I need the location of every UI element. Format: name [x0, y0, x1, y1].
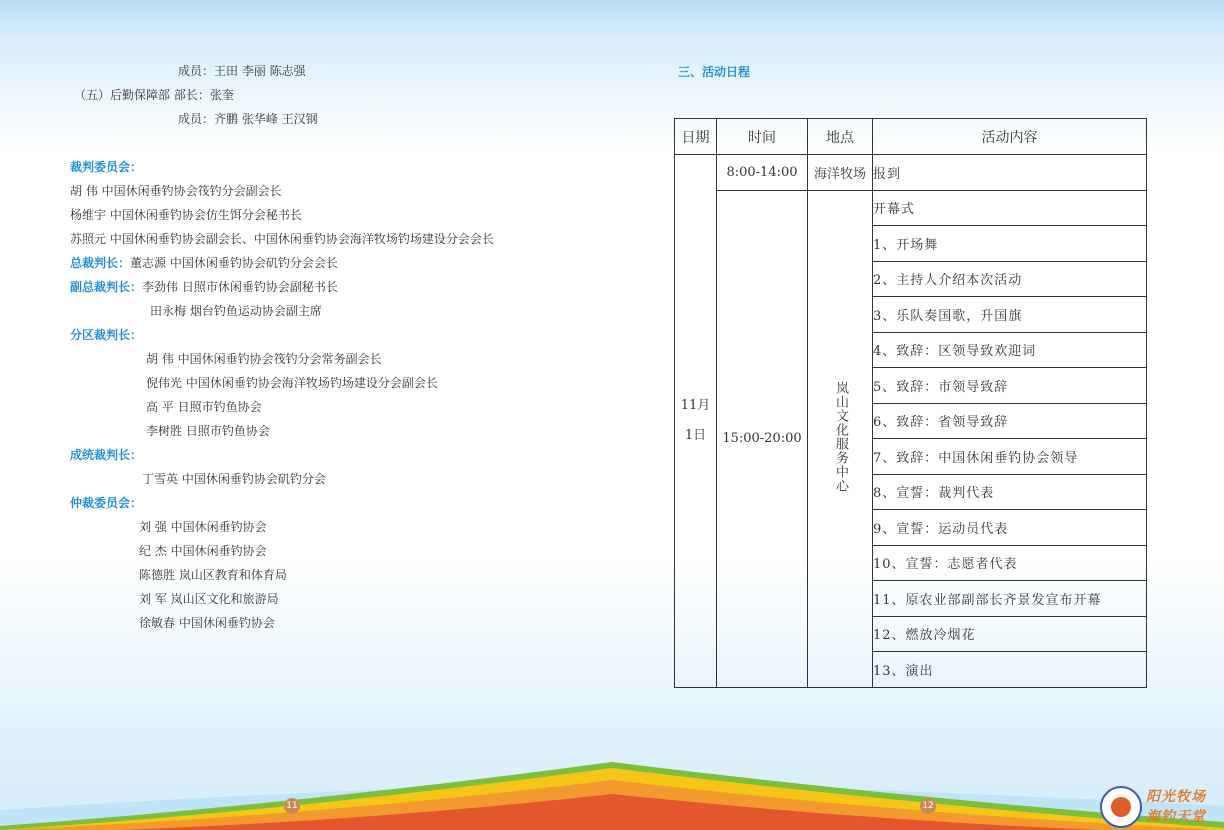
- committee-line: [146, 351, 382, 367]
- committee-line: [146, 375, 438, 391]
- committee-text: 胡 伟 中国休闲垂钓协会筏钓分会副会长: [70, 184, 282, 198]
- date-day: 1日: [684, 427, 707, 443]
- page-number-right: 12: [920, 798, 936, 814]
- content-cell: 5、致辞：市领导致辞: [873, 368, 1147, 404]
- content-cell: 4、致辞：区领导致欢迎词: [873, 332, 1147, 368]
- committee-heading: 成统裁判长：: [70, 448, 143, 462]
- committee-text: 李树胜 日照市钓鱼协会: [146, 424, 270, 438]
- committee-text: 徐敏春 中国休闲垂钓协会: [139, 616, 275, 630]
- committee-text: 成员：齐鹏 张华峰 王汉钢: [178, 112, 318, 126]
- committee-text: 李劲伟 日照市休闲垂钓协会副秘书长: [142, 280, 338, 294]
- content-cell: 2、主持人介绍本次活动: [873, 261, 1147, 297]
- page-number-left: 11: [284, 798, 300, 814]
- content-cell: 11、原农业部副部长齐景发宣布开幕: [873, 581, 1147, 617]
- content-cell: 12、燃放冷烟花: [873, 616, 1147, 652]
- committee-line: [70, 183, 282, 199]
- committee-line: [70, 207, 302, 223]
- committee-line: [150, 303, 322, 319]
- committee-heading: 裁判委员会：: [70, 160, 143, 174]
- committee-line: [139, 543, 267, 559]
- committee-line: [139, 567, 287, 583]
- committee-text: 刘 强 中国休闲垂钓协会: [139, 520, 267, 534]
- committee-text: 董志源 中国休闲垂钓协会矶钓分会会长: [130, 256, 338, 270]
- committee-line: [146, 423, 270, 439]
- committee-text: 高 平 日照市钓鱼协会: [146, 400, 262, 414]
- committee-heading: 总裁判长：: [70, 256, 131, 270]
- committee-text: 苏照元 中国休闲垂钓协会副会长、中国休闲垂钓协会海洋牧场钓场建设分会会长: [70, 232, 494, 246]
- date-month: 11月: [680, 397, 711, 413]
- committee-line: [139, 615, 275, 631]
- committee-text: 胡 伟 中国休闲垂钓协会筏钓分会常务副会长: [146, 352, 382, 366]
- content-cell: 7、致辞：中国休闲垂钓协会领导: [873, 439, 1147, 475]
- committee-text: 纪 杰 中国休闲垂钓协会: [139, 544, 267, 558]
- committee-line: [70, 447, 142, 463]
- committee-line: [142, 471, 326, 487]
- logo-emblem: [1111, 797, 1131, 817]
- committee-heading: 仲裁委员会：: [70, 496, 143, 510]
- committee-line: [139, 591, 279, 607]
- content-cell: 3、乐队奏国歌，升国旗: [873, 297, 1147, 333]
- table-row: [675, 155, 1147, 191]
- place-cell: 海洋牧场: [808, 155, 873, 191]
- committee-line: [178, 63, 306, 79]
- committee-line: [70, 495, 142, 511]
- header-place: 地点: [808, 119, 873, 155]
- committee-text: 刘 军 岚山区文化和旅游局: [139, 592, 279, 606]
- header-date: 日期: [675, 119, 717, 155]
- association-logo: [1100, 786, 1142, 828]
- committee-line: [146, 399, 262, 415]
- content-cell: 13、演出: [873, 652, 1147, 688]
- date-cell: [675, 155, 717, 688]
- content-cell: 1、开场舞: [873, 226, 1147, 262]
- slogan-line2: 海钓天堂: [1146, 809, 1206, 825]
- content-cell: 开幕式: [873, 190, 1147, 226]
- committee-text: 丁雪英 中国休闲垂钓协会矶钓分会: [142, 472, 326, 486]
- committee-line: [70, 279, 338, 295]
- header-content: 活动内容: [873, 119, 1147, 155]
- content-cell: 8、宣誓：裁判代表: [873, 474, 1147, 510]
- committee-line: [178, 111, 318, 127]
- table-row: [675, 190, 1147, 226]
- committee-text: 成员：王田 李丽 陈志强: [178, 64, 306, 78]
- content-cell: 报到: [873, 155, 1147, 191]
- footer-wave: [0, 760, 1224, 830]
- committee-line: [70, 255, 338, 271]
- committee-text: 陈德胜 岚山区教育和体育局: [139, 568, 287, 582]
- header-time: 时间: [717, 119, 808, 155]
- committee-line: [139, 519, 267, 535]
- section-title: 三、活动日程: [678, 65, 751, 79]
- committee-text: 杨维宇 中国休闲垂钓协会仿生饵分会秘书长: [70, 208, 302, 222]
- committee-line: [70, 231, 494, 247]
- place-vertical-text: 岚山文化服务中心: [833, 380, 848, 493]
- committee-heading: 副总裁判长：: [70, 280, 143, 294]
- committee-text: （五）后勤保障部 部长：张奎: [74, 88, 234, 102]
- committee-line: [70, 159, 142, 175]
- content-cell: 9、宣誓：运动员代表: [873, 510, 1147, 546]
- committee-text: 倪伟光 中国休闲垂钓协会海洋牧场钓场建设分会副会长: [146, 376, 438, 390]
- content-cell: 10、宣誓：志愿者代表: [873, 545, 1147, 581]
- time-cell: 15:00-20:00: [717, 190, 808, 687]
- committee-heading: 分区裁判长：: [70, 328, 143, 342]
- content-cell: 6、致辞：省领导致辞: [873, 403, 1147, 439]
- committee-line: [70, 327, 142, 343]
- slogan-line1: 阳光牧场: [1146, 789, 1206, 805]
- table-header-row: [675, 119, 1147, 155]
- committee-line: [74, 87, 234, 103]
- place-cell: [808, 190, 873, 687]
- committee-text: 田永梅 烟台钓鱼运动协会副主席: [150, 304, 322, 318]
- right-page: [612, 0, 1224, 830]
- schedule-table: [674, 118, 1147, 688]
- time-cell: 8:00-14:00: [717, 155, 808, 191]
